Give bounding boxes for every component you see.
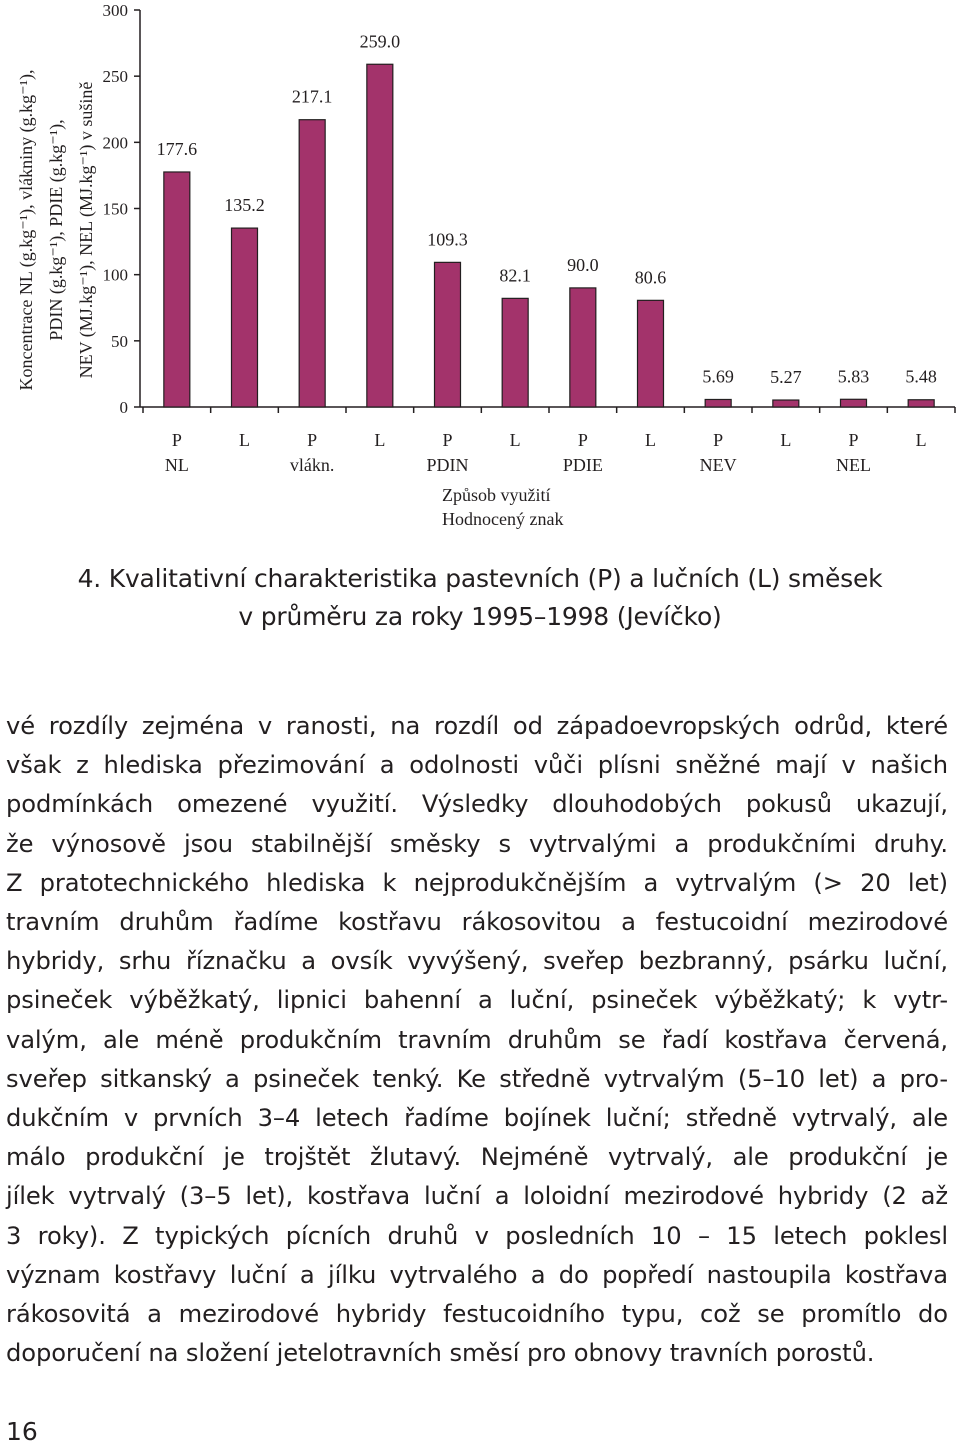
x-group-label: PDIE [562, 455, 603, 475]
x-category-label: P [713, 430, 724, 450]
x-category-label: P [577, 430, 588, 450]
caption-line-2: v průměru za roky 1995–1998 (Jevíčko) [238, 602, 722, 631]
y-axis-title: NEV (MJ.kg⁻¹), NEL (MJ.kg⁻¹) v sušině [76, 81, 96, 379]
body-line: valým, ale méně produkčním travním druhům se řadí kostřava červená, [6, 1025, 948, 1054]
body-line: psineček výběžkatý, lipnici bahenní a luční, psineček výběžkatý; k vytr- [6, 986, 948, 1015]
y-tick-label: 200 [102, 133, 128, 153]
body-line: travním druhům řadíme kostřavu rákosovitou a festucoidní mezirodové [6, 908, 948, 937]
x-category-label: L [780, 430, 792, 450]
body-line: podmínkách omezené využití. Výsledky dlouhodobých pokusů ukazují, [6, 790, 948, 819]
chart-bar [232, 228, 258, 407]
x-group-label: NL [164, 455, 189, 475]
x-category-label: L [645, 430, 656, 450]
x-axis-title: Hodnocený znak [442, 509, 564, 529]
bar-value-label: 90.0 [567, 254, 599, 275]
bar-value-label: 177.6 [156, 138, 198, 159]
y-axis-title: PDIN (g.kg⁻¹), PDIE (g.kg⁻¹), [46, 119, 66, 341]
figure-caption [60, 560, 900, 636]
x-category-label: L [239, 430, 250, 450]
x-category-label: L [915, 430, 927, 450]
body-line: význam kostřavy luční a jílku vytrvalého a do popředí nastoupila kostřava [6, 1260, 948, 1289]
body-line: hybridy, srhu říznačku a ovsík vyvýšený, sveřep bezbranný, psárku luční, [6, 947, 948, 976]
chart-bar [367, 64, 393, 407]
y-tick-label: 100 [102, 265, 128, 285]
bar-value-label: 135.2 [224, 195, 265, 216]
body-paragraph [6, 707, 948, 1373]
y-tick-label: 250 [102, 67, 128, 87]
bar-value-label: 82.1 [499, 265, 531, 286]
bar-value-label: 5.27 [770, 367, 802, 388]
chart-bar [841, 399, 867, 407]
y-tick-label: 300 [102, 1, 128, 20]
chart-bar [502, 298, 528, 407]
x-category-label: P [171, 430, 182, 450]
x-category-label: L [374, 430, 386, 450]
chart-bar [164, 172, 190, 407]
bar-value-label: 5.83 [837, 366, 870, 387]
chart-bar [773, 400, 799, 407]
body-line: Z pratotechnického hlediska k nejprodukčnějším a vytrvalým (> 20 let) [6, 868, 948, 897]
body-line: doporučení na složení jetelotravních směsí pro obnovy travních porostů. [6, 1339, 875, 1368]
chart-bar [299, 120, 325, 407]
x-axis-title: Způsob využití [442, 485, 551, 505]
body-line: jílek vytrvalý (3–5 let), kostřava luční a loloidní mezirodové hybridy (2 až [6, 1182, 948, 1211]
chart-bar [908, 400, 934, 407]
x-category-label: P [848, 430, 859, 450]
x-category-label: L [509, 430, 521, 450]
y-tick-label: 0 [119, 398, 128, 417]
x-category-label: P [442, 430, 453, 450]
y-tick-label: 150 [102, 199, 128, 219]
x-group-label: NEV [699, 455, 737, 475]
body-line: 3 roky). Z typických pícních druhů v posledních 10 – 15 letech poklesl [6, 1221, 948, 1250]
y-axis-title: Koncentrace NL (g.kg⁻¹), vlákniny (g.kg⁻¹), [16, 69, 36, 391]
y-tick-label: 50 [111, 331, 128, 351]
bar-value-label: 217.1 [291, 86, 333, 107]
x-group-label: vlákn. [289, 455, 335, 475]
chart-bar [570, 288, 596, 407]
bar-value-label: 5.48 [905, 366, 937, 387]
figure-chart [0, 0, 960, 540]
x-category-label: P [307, 430, 318, 450]
x-group-label: PDIN [426, 455, 469, 475]
x-group-label: NEL [836, 455, 871, 475]
body-line: dukčním v prvních 3–4 letech řadíme bojínek luční; středně vytrvalý, ale [6, 1104, 948, 1133]
bar-value-label: 5.69 [702, 366, 734, 387]
body-line: málo produkční je trojštět žlutavý. Nejméně vytrvalý, ale produkční je [6, 1143, 948, 1172]
body-line: vé rozdíly zejména v ranosti, na rozdíl od západoevropských odrůd, které [6, 712, 948, 740]
body-line: že výnosově jsou stabilnější směsky s vytrvalými a produkčními druhy. [6, 829, 948, 858]
caption-line-1: 4. Kvalitativní charakteristika pastevních (P) a lučních (L) směsek [77, 564, 883, 593]
chart-bar [638, 300, 664, 407]
bar-value-label: 259.0 [359, 31, 401, 52]
chart-bar [705, 399, 731, 407]
body-line: sveřep sitkanský a psineček tenký. Ke středně vytrvalým (5–10 let) a pro- [6, 1064, 948, 1093]
page-number: 16 [6, 1417, 38, 1446]
chart-bar [435, 262, 461, 407]
bar-value-label: 109.3 [427, 229, 468, 250]
body-line: však z hlediska přezimování a odolnosti vůči plísni sněžné mají v našich [6, 751, 948, 780]
body-line: rákosovitá a mezirodové hybridy festucoidního typu, což se promítlo do [6, 1300, 948, 1329]
bar-chart [0, 0, 960, 540]
bar-value-label: 80.6 [634, 267, 667, 288]
